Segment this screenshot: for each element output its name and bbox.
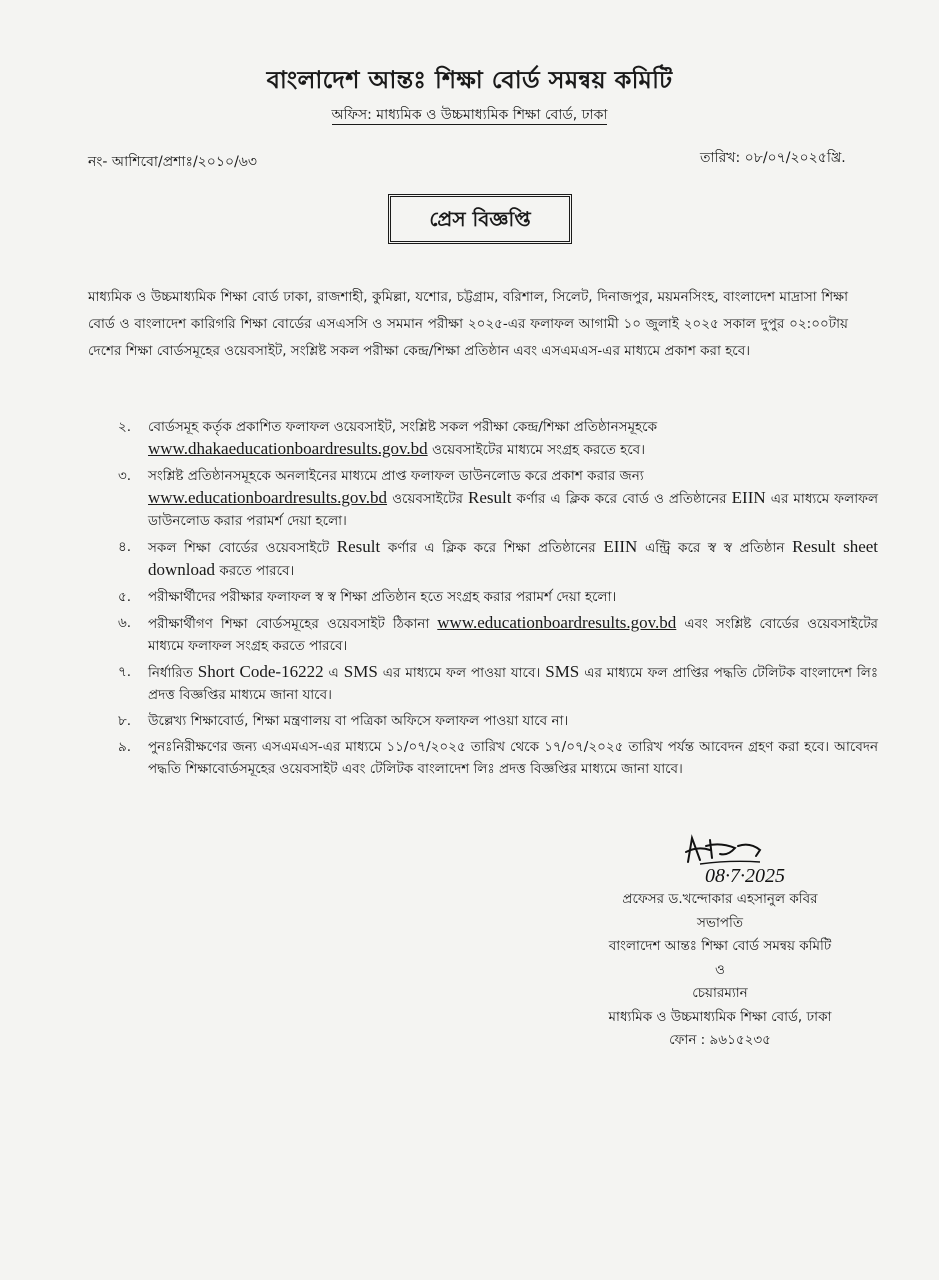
item-number: ৯. (118, 739, 132, 755)
item-text: পরীক্ষার্থীগণ শিক্ষা বোর্ডসমূহের ওয়েবসাইট ঠিকানা www.educationboardresults.gov.bd এবং সংশ্লিষ্ট বোর্ডের ওয়েবসাইটের মাধ্যমে ফলাফল সংগ্রহ করতে পারবে। (148, 613, 878, 654)
dhaka-results-link[interactable]: www.dhakaeducationboardresults.gov.bd (148, 439, 428, 458)
item-text: নির্ধারিত Short Code-16222 এ SMS এর মাধ্যমে ফল পাওয়া যাবে। SMS এর মাধ্যমে ফল প্রাপ্তির পদ্ধতি টেলিটক বাংলাদেশ লিঃ প্রদত্ত বিজ্ঞপ্তির মাধ্যমে জানা যাবে। (148, 662, 879, 703)
item-number: ৩. (118, 468, 132, 484)
intro-paragraph: মাধ্যমিক ও উচ্চমাধ্যমিক শিক্ষা বোর্ড ঢাকা, রাজশাহী, কুমিল্লা, যশোর, চট্টগ্রাম, বরিশাল, সিলেট, দিনাজপুর, ময়মনসিংহ, বাংলাদেশ মাদ্রাসা শিক্ষা বোর্ড ও বাংলাদেশ কারিগরি শিক্ষা বোর্ডের এসএসসি ও সমমান পরীক্ষা ২০২৫-এর ফলাফল আগামী ১০ জুলাই ২০২৫ সকাল দুপুর ০২:০০টায় দেশের শিক্ষা বোর্ডসমূহের ওয়েবসাইট, সংশ্লিষ্ট সকল পরীক্ষা কেন্দ্র/শিক্ষা প্রতিষ্ঠান এবং এসএমএস-এর মাধ্যমে প্রকাশ করা হবে। (88, 289, 848, 359)
handwritten-date: 08·7·2025 (705, 865, 785, 887)
signature-mark (560, 832, 880, 892)
item-number: ৪. (118, 539, 132, 555)
committee-title: বাংলাদেশ আন্তঃ শিক্ষা বোর্ড সমন্বয় কমিটি (266, 66, 673, 94)
list-item (118, 736, 878, 780)
phone-number: ফোন : ৯৬১৫২৩৫ (669, 1032, 771, 1048)
board-name: মাধ্যমিক ও উচ্চমাধ্যমিক শিক্ষা বোর্ড, ঢাকা (608, 1008, 832, 1025)
item-number: ৮. (118, 713, 132, 729)
list-item (118, 536, 878, 582)
item-number: ৭. (118, 664, 132, 680)
memo-number: নং- আশিবো/প্রশাঃ/২০১০/৬৩ (88, 154, 257, 170)
item-text: উল্লেখ্য শিক্ষাবোর্ড, শিক্ষা মন্ত্রণালয় বা পত্রিকা অফিসে ফলাফল পাওয়া যাবে না। (148, 713, 569, 729)
item-text: সংশ্লিষ্ট প্রতিষ্ঠানসমূহকে অনলাইনের মাধ্যমে প্রাপ্ত ফলাফল ডাউনলোড করে প্রকাশ করার জন্য www.educationboardresults.gov.bd ওয়েবসাইটের Result কর্ণার এ ক্লিক করে বোর্ড ও প্রতিষ্ঠানের EIIN এর মাধ্যমে ফলাফল ডাউনলোড করার পরামর্শ দেয়া হলো। (148, 468, 879, 529)
list-item (118, 710, 878, 732)
list-item (118, 586, 878, 608)
list-item (118, 661, 878, 706)
press-release-heading: প্রেস বিজ্ঞপ্তি (388, 194, 572, 244)
item-text: পুনঃনিরীক্ষণের জন্য এসএমএস-এর মাধ্যমে ১১/০৭/২০২৫ তারিখ থেকে ১৭/০৭/২০২৫ তারিখ পর্যন্ত আবেদন গ্রহণ করা হবে। আবেদন পদ্ধতি শিক্ষাবোর্ডসমূহের ওয়েবসাইট এবং টেলিটক বাংলাদেশ লিঃ প্রদত্ত বিজ্ঞপ্তির মাধ্যমে জানা যাবে। (148, 739, 878, 777)
list-item (118, 416, 878, 461)
signature-block (560, 888, 880, 1053)
item-number: ২. (118, 419, 132, 435)
list-item (118, 465, 878, 532)
item-number: ৬. (118, 615, 132, 631)
signatory-designation: সভাপতি (696, 914, 744, 931)
item-text: সকল শিক্ষা বোর্ডের ওয়েবসাইটে Result কর্ণার এ ক্লিক করে শিক্ষা প্রতিষ্ঠানের EIIN এন্ট্রি করে স্ব স্ব প্রতিষ্ঠান Result sheet download করতে পারবে। (148, 537, 879, 579)
conjunction: ও (715, 961, 725, 978)
committee-name: বাংলাদেশ আন্তঃ শিক্ষা বোর্ড সমন্বয় কমিটি (608, 938, 832, 954)
item-text: পরীক্ষার্থীদের পরীক্ষার ফলাফল স্ব স্ব শিক্ষা প্রতিষ্ঠান হতে সংগ্রহ করার পরামর্শ দেয়া হলো। (148, 589, 617, 605)
office-line: অফিস: মাধ্যমিক ও উচ্চমাধ্যমিক শিক্ষা বোর্ড, ঢাকা (331, 107, 608, 123)
second-role: চেয়ারম্যান (692, 985, 748, 1001)
item-number: ৫. (118, 589, 132, 605)
signatory-name: প্রফেসর ড.খন্দোকার এহসানুল কবির (622, 891, 818, 907)
issue-date: তারিখ: ০৮/০৭/২০২৫খ্রি. (700, 150, 846, 166)
education-results-link[interactable]: www.educationboardresults.gov.bd (148, 488, 388, 507)
item-text: বোর্ডসমূহ কর্তৃক প্রকাশিত ফলাফল ওয়েবসাইট, সংশ্লিষ্ট সকল পরীক্ষা কেন্দ্র/শিক্ষা প্রতিষ্ঠানসমূহকে www.dhakaeducationboardresults.gov.bd ওয়েবসাইটের মাধ্যমে সংগ্রহ করতে হবে। (148, 419, 658, 458)
list-item (118, 612, 878, 657)
instruction-list (118, 416, 878, 784)
education-results-link[interactable]: www.educationboardresults.gov.bd (437, 613, 677, 632)
